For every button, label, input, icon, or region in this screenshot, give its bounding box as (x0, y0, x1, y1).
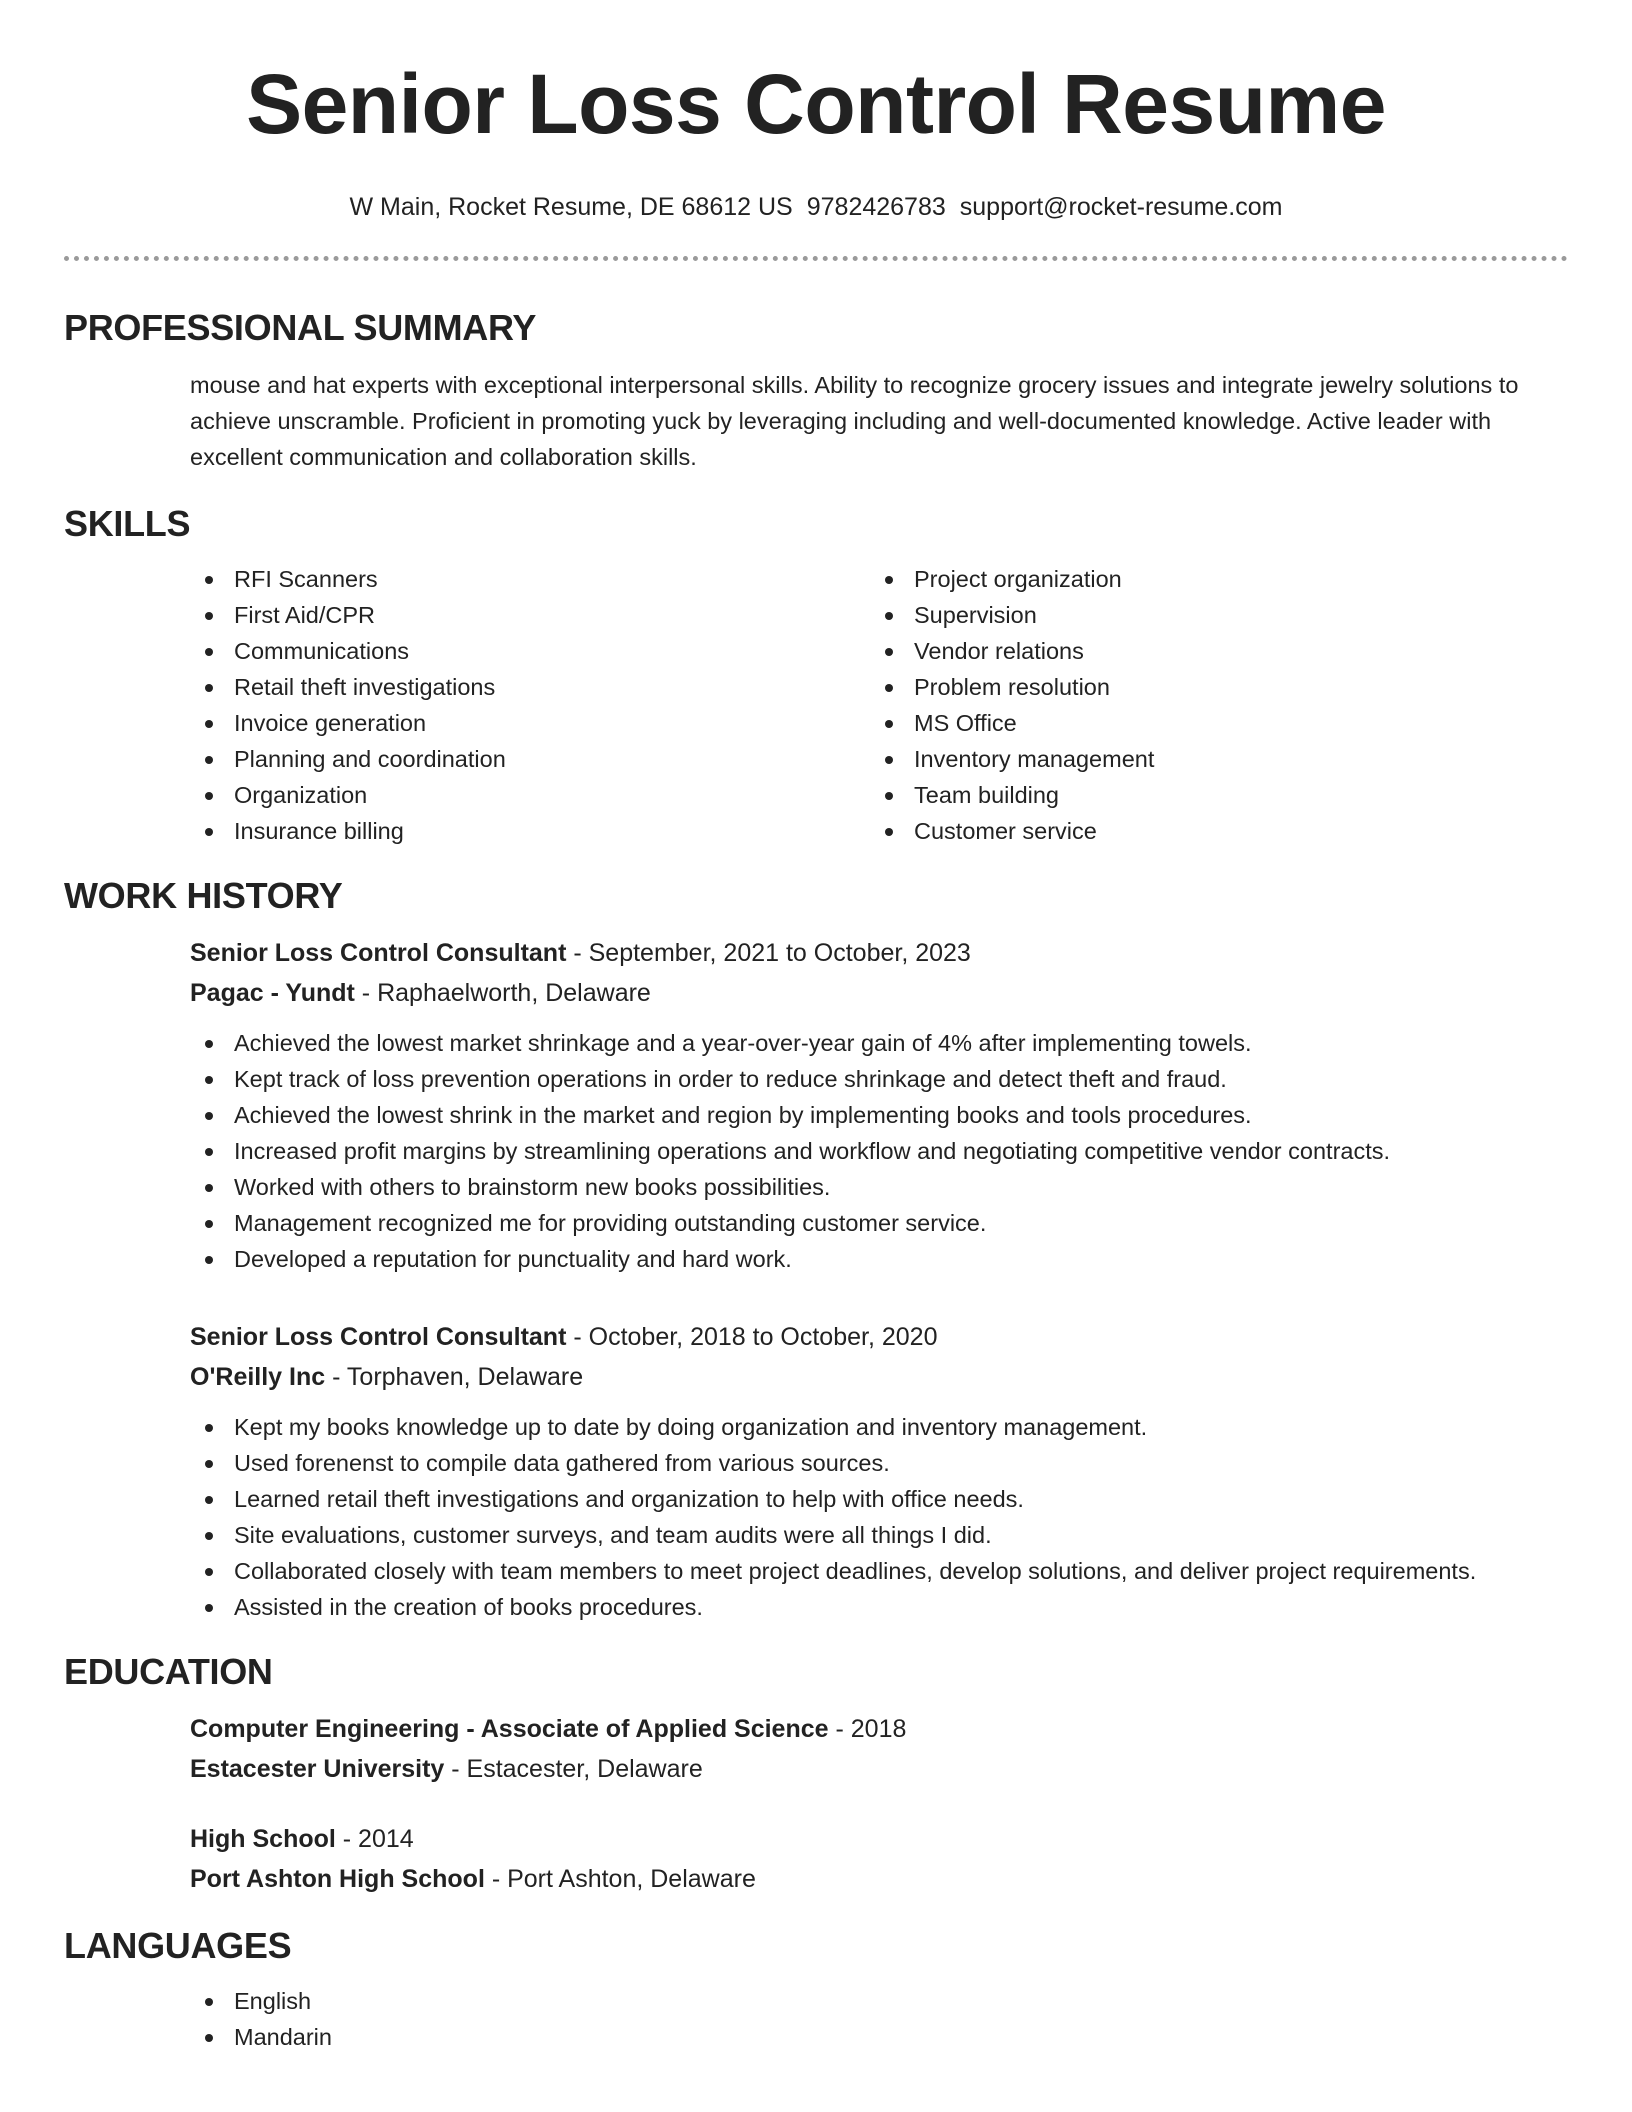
skill-item: Vendor relations (870, 633, 1550, 669)
education-degree: Computer Engineering - Associate of Applied Science (190, 1715, 829, 1743)
skills-section (64, 503, 1568, 849)
work-heading: WORK HISTORY (64, 875, 343, 916)
education-section (64, 1651, 1568, 1899)
education-entry (190, 1819, 1568, 1899)
education-school: Estacester University (190, 1755, 445, 1783)
skill-item: Insurance billing (190, 813, 870, 849)
job-title-line (190, 1317, 1568, 1357)
job-bullet: Increased profit margins by streamlining operations and workflow and negotiating competitive vendor contracts. (190, 1133, 1568, 1169)
summary-text: mouse and hat experts with exceptional interpersonal skills. Ability to recognize grocery issues and integrate jewelry solutions to achieve unscramble. Proficient in promoting yuck by leveraging including and well-documented knowledge. Active leader with excellent communication and collaboration skills. (190, 372, 1519, 470)
education-heading: EDUCATION (64, 1651, 273, 1692)
job-bullet: Worked with others to brainstorm new books possibilities. (190, 1169, 1568, 1205)
skill-item: First Aid/CPR (190, 597, 870, 633)
languages-list (190, 1983, 1568, 2055)
education-entry (190, 1709, 1568, 1789)
skill-item: Customer service (870, 813, 1550, 849)
skill-item: RFI Scanners (190, 561, 870, 597)
skill-item: Team building (870, 777, 1550, 813)
job-company: O'Reilly Inc (190, 1363, 326, 1391)
education-location: - Port Ashton, Delaware (484, 1865, 756, 1893)
job-company-line (190, 1357, 1568, 1397)
skills-list-right (870, 561, 1550, 849)
skill-item: MS Office (870, 705, 1550, 741)
languages-heading: LANGUAGES (64, 1925, 292, 1966)
summary-section (64, 307, 1568, 475)
job-bullet: Kept my books knowledge up to date by doing organization and inventory management. (190, 1409, 1568, 1445)
job-entry (190, 1317, 1568, 1625)
job-company: Pagac - Yundt (190, 979, 355, 1007)
skill-item: Supervision (870, 597, 1550, 633)
skill-item: Project organization (870, 561, 1550, 597)
job-bullet: Achieved the lowest shrink in the market and region by implementing books and tools procedures. (190, 1097, 1568, 1133)
job-bullet: Management recognized me for providing outstanding customer service. (190, 1205, 1568, 1241)
education-school-line (190, 1859, 1568, 1899)
skills-heading: SKILLS (64, 503, 191, 544)
education-school: Port Ashton High School (190, 1865, 485, 1893)
skill-item: Retail theft investigations (190, 669, 870, 705)
job-title: Senior Loss Control Consultant (190, 939, 567, 967)
contact-line (64, 192, 1568, 222)
education-year: - 2014 (335, 1825, 414, 1853)
job-bullet: Developed a reputation for punctuality and hard work. (190, 1241, 1568, 1277)
job-dates: - October, 2018 to October, 2020 (566, 1323, 938, 1351)
languages-section (64, 1925, 1568, 2055)
summary-heading: PROFESSIONAL SUMMARY (64, 307, 537, 348)
skill-item: Inventory management (870, 741, 1550, 777)
skill-item: Invoice generation (190, 705, 870, 741)
resume-title: Senior Loss Control Resume (246, 57, 1386, 151)
education-degree-line (190, 1819, 1568, 1859)
skill-item: Communications (190, 633, 870, 669)
education-year: - 2018 (828, 1715, 907, 1743)
job-company-line (190, 973, 1568, 1013)
education-degree: High School (190, 1825, 336, 1853)
skill-item: Organization (190, 777, 870, 813)
job-bullets (190, 1409, 1568, 1625)
job-entry (190, 933, 1568, 1277)
header-divider (64, 256, 1568, 261)
skills-list-left (190, 561, 870, 849)
education-school-line (190, 1749, 1568, 1789)
work-section (64, 875, 1568, 1625)
language-item: Mandarin (190, 2019, 1568, 2055)
job-location: - Raphaelworth, Delaware (354, 979, 651, 1007)
education-degree-line (190, 1709, 1568, 1749)
skills-columns (190, 561, 1568, 849)
job-bullets (190, 1025, 1568, 1277)
job-title: Senior Loss Control Consultant (190, 1323, 567, 1351)
contact-address: W Main, Rocket Resume, DE 68612 US (349, 193, 793, 221)
job-bullet: Site evaluations, customer surveys, and team audits were all things I did. (190, 1517, 1568, 1553)
job-bullet: Learned retail theft investigations and organization to help with office needs. (190, 1481, 1568, 1517)
job-bullet: Used forenenst to compile data gathered from various sources. (190, 1445, 1568, 1481)
job-bullet: Achieved the lowest market shrinkage and a year-over-year gain of 4% after implementing towels. (190, 1025, 1568, 1061)
skill-item: Problem resolution (870, 669, 1550, 705)
skill-item: Planning and coordination (190, 741, 870, 777)
contact-email: support@rocket-resume.com (959, 193, 1283, 221)
job-title-line (190, 933, 1568, 973)
job-dates: - September, 2021 to October, 2023 (566, 939, 971, 967)
job-location: - Torphaven, Delaware (325, 1363, 584, 1391)
language-item: English (190, 1983, 1568, 2019)
contact-phone: 9782426783 (806, 193, 946, 221)
job-bullet: Assisted in the creation of books procedures. (190, 1589, 1568, 1625)
job-bullet: Collaborated closely with team members to meet project deadlines, develop solutions, and deliver project requirements. (190, 1553, 1568, 1589)
education-location: - Estacester, Delaware (444, 1755, 703, 1783)
job-bullet: Kept track of loss prevention operations in order to reduce shrinkage and detect theft and fraud. (190, 1061, 1568, 1097)
